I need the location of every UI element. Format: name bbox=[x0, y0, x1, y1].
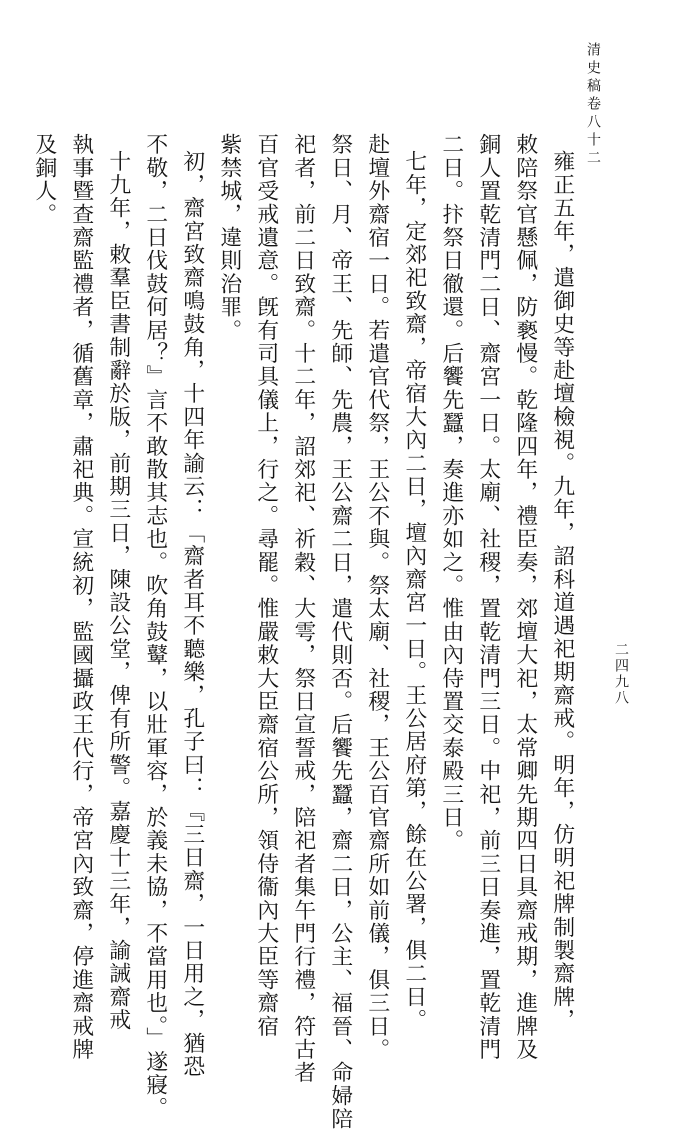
text-column: 銅人置乾清門二日、齋宮一日。太廟、社稷，置乾清門三日。中祀，前三日奏進，置乾清門 bbox=[475, 133, 501, 1061]
text-column: 及銅人。 bbox=[31, 133, 57, 226]
text-column: 七年，定郊祀致齋，帝宿大內二日，壇內齋宮一日。王公居府第，餘在公署，俱二日。 bbox=[401, 150, 427, 1032]
text-column: 紫禁城，違則治罪。 bbox=[216, 133, 242, 342]
text-column: 敕陪祭官懸佩，防褻慢。乾隆四年，禮臣奏，郊壇大祀，太常卿先期四日具齋戒期，進牌及 bbox=[512, 133, 538, 1061]
page-number: 二四九八 bbox=[613, 642, 629, 706]
text-column: 雍正五年，遣御史等赴壇檢視。九年，詔科道遇祀期齋戒。明年，仿明祀牌制製齋牌， bbox=[549, 150, 575, 1032]
text-column: 赴壇外齋宿一日。若遣官代祭，王公不與。祭太廟、社稷，王公百官齋所如前儀，俱三日。 bbox=[364, 133, 390, 1061]
text-column: 不敬，二日伐鼓何居？』言不敢散其志也。吹角鼓鼙，以壯軍容，於義未協，不當用也。」遂寢。 bbox=[142, 133, 168, 1120]
text-column: 執事暨查齋監禮者，循舊章，肅祀典。宣統初，監國攝政王代行，帝宮內致齋，停進齋戒牌 bbox=[68, 133, 94, 1061]
text-column: 百官受戒遺意。旣有司具儀上，行之。尋罷。惟嚴敕大臣齋宿公所，領侍衞內大臣等齋宿 bbox=[253, 133, 279, 1038]
text-column: 二日。抃祭日徹還。后饗先蠶，奏進亦如之。惟由內侍置交泰殿三日。 bbox=[438, 133, 464, 853]
text-column: 初，齋宮致齋鳴鼓角，十四年諭云：「齋者耳不聽樂，孔子曰：『三日齋，一日用之，猶恐 bbox=[179, 150, 205, 1078]
text-column: 十九年，敕羣臣書制辭於版，前期三日，陳設公堂，俾有所警。嘉慶十三年，諭誡齋戒 bbox=[105, 150, 131, 1032]
text-column: 祀者，前二日致齋。十二年，詔郊祀、祈穀、大雩，祭日宣誓戒，陪祀者集午門行禮，符古者 bbox=[290, 133, 316, 1085]
running-title: 清史稿卷八十二 bbox=[585, 42, 601, 168]
text-column: 祭日、月、帝王、先師、先農，王公齋二日，遣代則否。后饗先蠶，齋二日，公主、福晉、命婦陪 bbox=[327, 133, 353, 1131]
